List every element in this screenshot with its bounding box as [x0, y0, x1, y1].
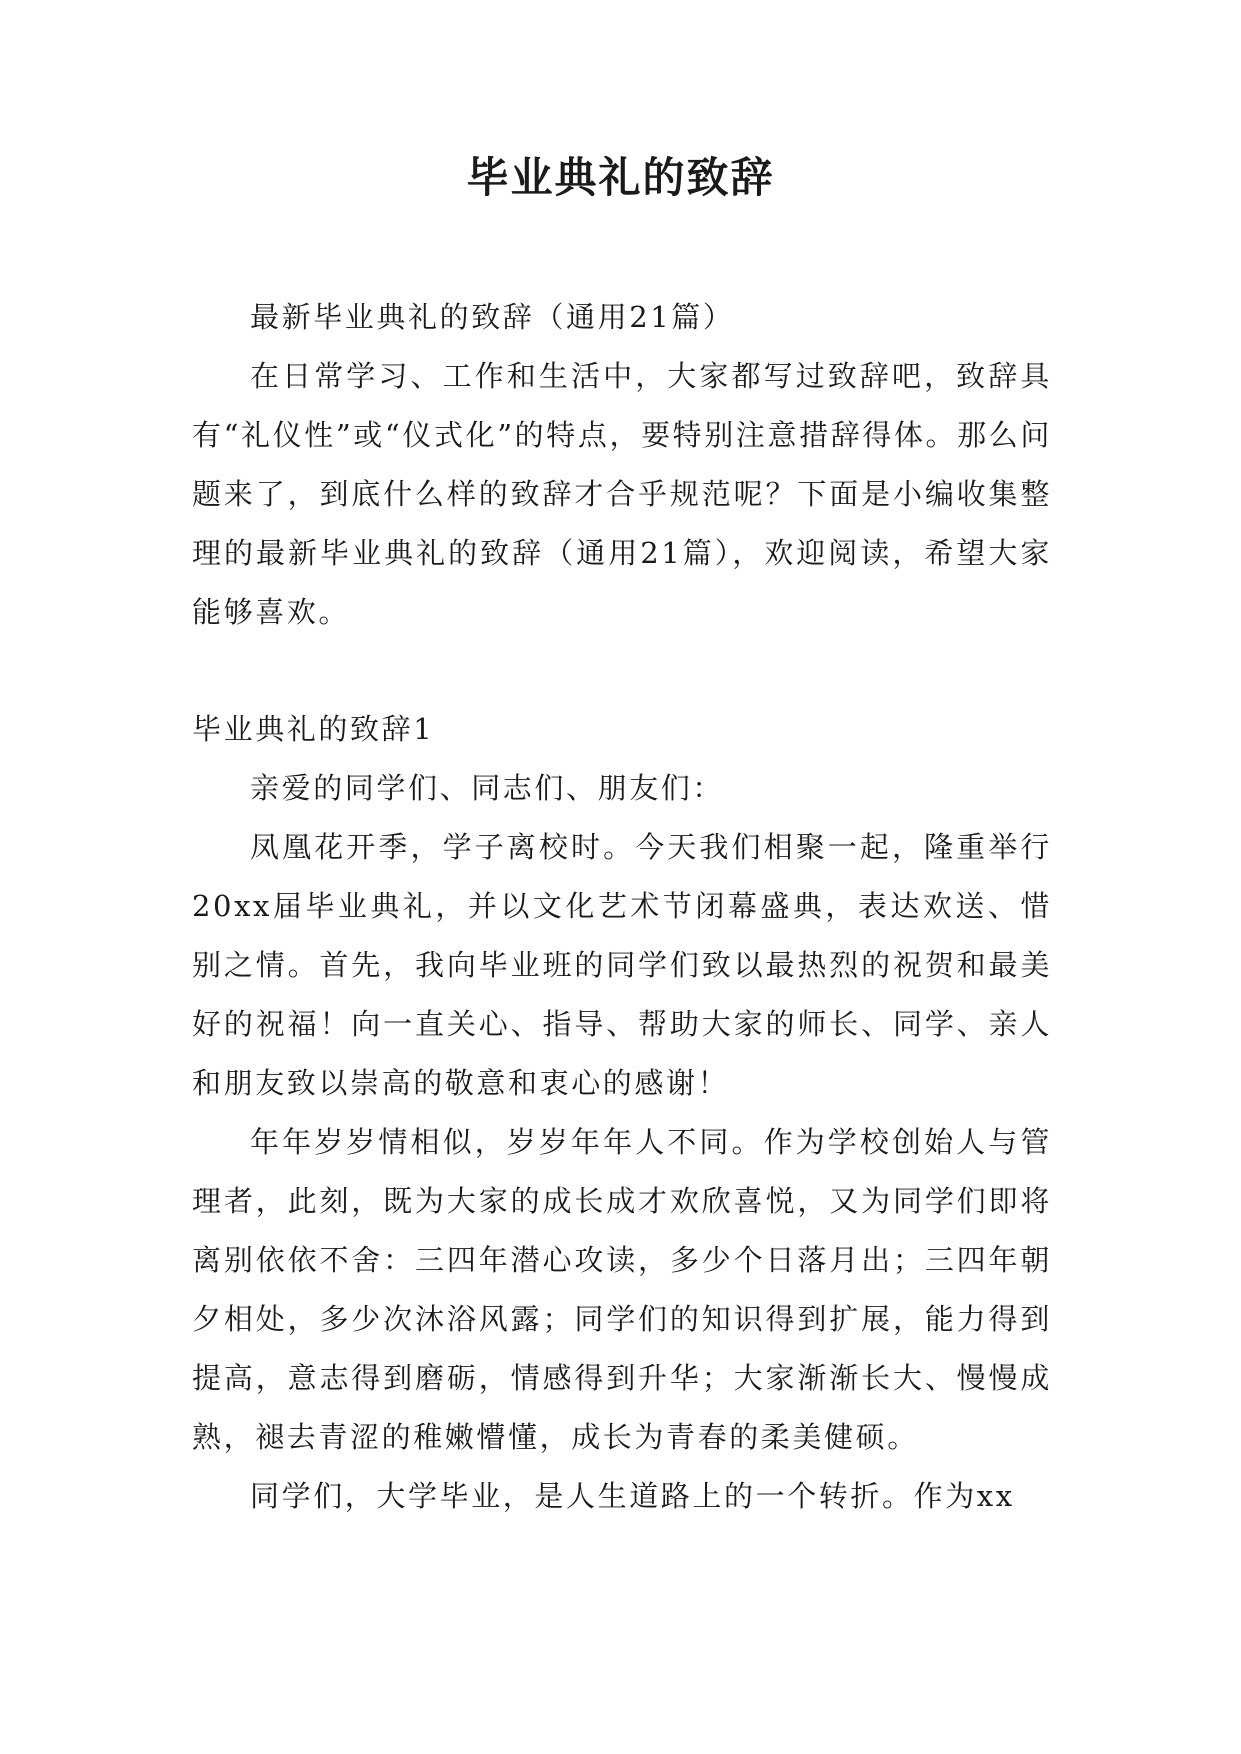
- document-subtitle: 最新毕业典礼的致辞（通用21篇）: [250, 300, 735, 334]
- document-body: [192, 288, 1052, 1526]
- section-spacer: [192, 642, 1052, 700]
- body-paragraph: 凤凰花开季，学子离校时。今天我们相聚一起，隆重举行20xx届毕业典礼，并以文化艺术节闭幕盛典，表达欢送、惜别之情。首先，我向毕业班的同学们致以最热烈的祝贺和最美好的祝福！向一直关心、指导、帮助大家的师长、同学、亲人和朋友致以崇高的敬意和衷心的感谢！: [192, 830, 1052, 1100]
- intro-paragraph: 在日常学习、工作和生活中，大家都写过致辞吧，致辞具有“礼仪性”或“仪式化”的特点，要特别注意措辞得体。那么问题来了，到底什么样的致辞才合乎规范呢？下面是小编收集整理的最新毕业典礼的致辞（通用21篇），欢迎阅读，希望大家能够喜欢。: [192, 359, 1052, 629]
- document-title: 毕业典礼的致辞: [466, 153, 775, 202]
- body-paragraph: 年年岁岁情相似，岁岁年年人不同。作为学校创始人与管理者，此刻，既为大家的成长成才欢欣喜悦，又为同学们即将离别依依不舍：三四年潜心攻读，多少个日落月出；三四年朝夕相处，多少次沐浴风露；同学们的知识得到扩展，能力得到提高，意志得到磨砺，情感得到升华；大家渐渐长大、慢慢成熟，褪去青涩的稚嫩懵懂，成长为青春的柔美健硕。: [192, 1125, 1052, 1454]
- body-paragraph: 同学们，大学毕业，是人生道路上的一个转折。作为xx: [250, 1479, 1015, 1513]
- section-heading: 毕业典礼的致辞1: [192, 712, 435, 746]
- greeting-line: 亲爱的同学们、同志们、朋友们：: [250, 771, 725, 805]
